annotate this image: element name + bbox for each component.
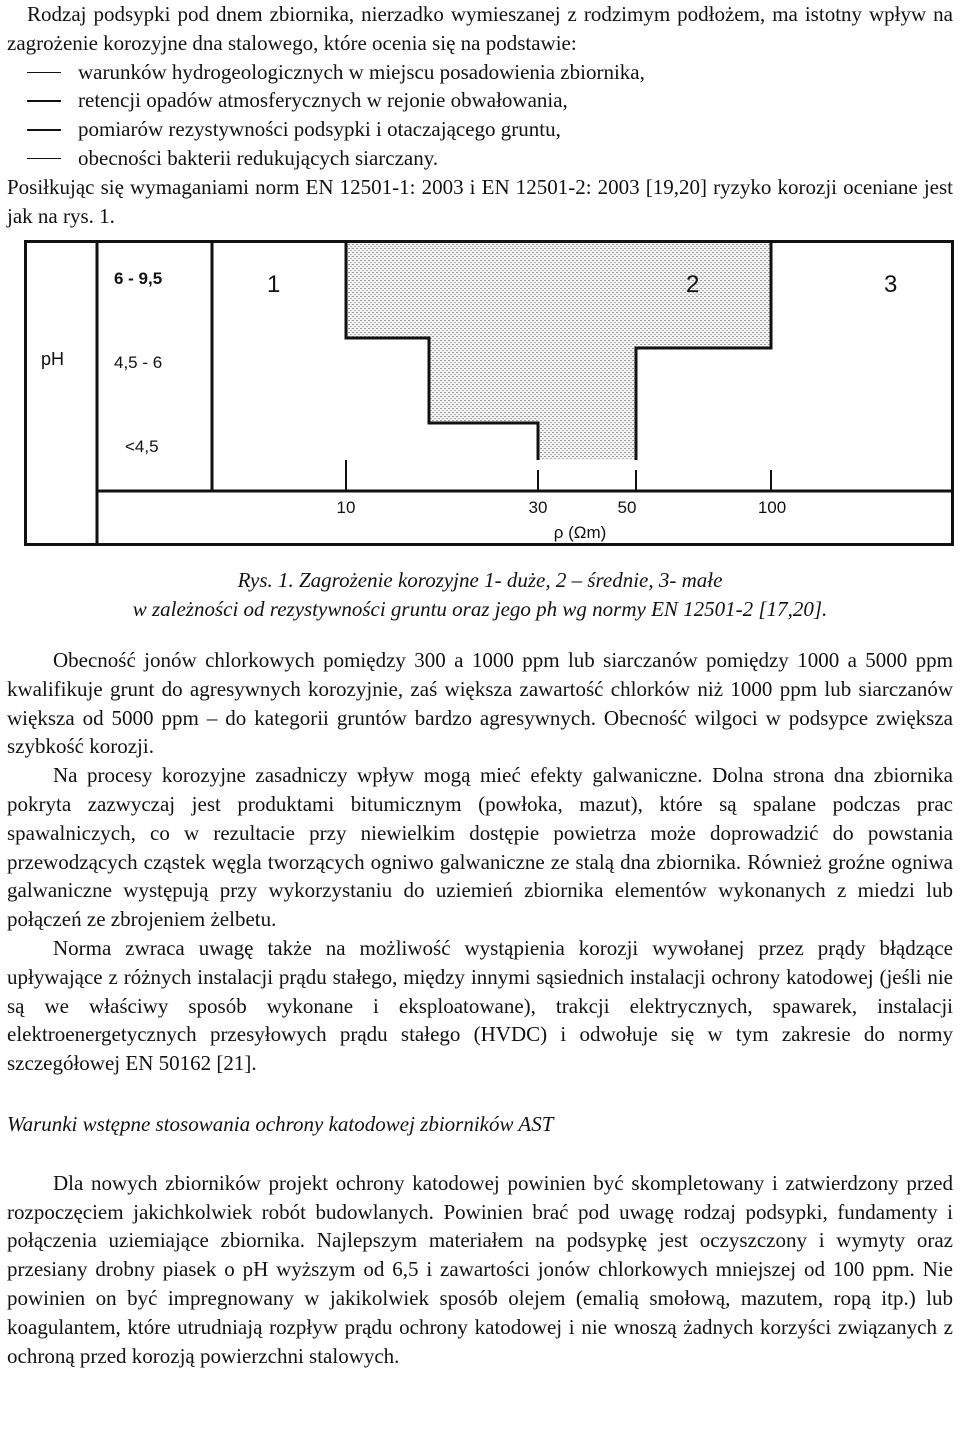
caption-line: w zależności od rezystywności gruntu oraz jego ph wg normy EN 12501-2 [17,20]. [132,597,828,622]
corrosion-risk-figure [24,240,954,546]
criteria-list [7,58,953,173]
list-item: pomiarów rezystywności podsypki i otaczającego gruntu, [7,115,953,144]
zone-label-3: 3 [884,271,898,299]
x-tick-label: 100 [757,498,787,518]
caption-line: Rys. 1. Zagrożenie korozyjne 1- duże, 2 – średnie, 3- małe [237,568,723,593]
body-paragraph: Norma zwraca uwagę także na możliwość wystąpienia korozji wywołanej przez prądy błądzące upływające z różnych instalacji prądu stałego, między innymi sąsiednich instalacji ochrony katodowej (jeśli nie są we właściwy sposób wykonane i eksploatowane), trakcji elektrycznych, spawarek, instalacji elektroenergetycznych przesyłowych prądu stałego (HVDC) i odwołuje się w tym zakresie do normy szczegółowej EN 50162 [21]. [7,935,953,1076]
body-paragraph: Obecność jonów chlorkowych pomiędzy 300 a 1000 ppm lub siarczanów pomiędzy 1000 a 5000 ppm kwalifikuje grunt do agresywnych korozyjnie, zaś większa zawartość chlorków niż 1000 ppm lub siarczanów większa od 5000 ppm – do kategorii gruntów bardzo agresywnych. Obecność wilgoci w podsypce zwiększa szybkość korozji. [7,647,953,759]
x-tick-label: 30 [528,498,548,518]
body-paragraph: Na procesy korozyjne zasadniczy wpływ mogą mieć efekty galwaniczne. Dolna strona dna zbiornika pokryta zazwyczaj jest produktami bitumicznym (powłoka, mazut), które są spalane podczas prac spawalniczych, co w rezultacie przy niewielkim dostępie powietrza może doprowadzić do powstania przewodzących cząstek węgla tworzących ogniwo galwaniczne ze stalą dna zbiornika. Również groźne ogniwa galwaniczne występują przy wykorzystaniu do uziemień zbiornika elementów wykonanych z miedzi lub połączeń ze zbrojeniem żelbetu. [7,763,953,932]
list-item: warunków hydrogeologicznych w miejscu posadowienia zbiornika, [7,58,953,87]
section-heading: Warunki wstępne stosowania ochrony katodowej zbiorników AST [7,1111,554,1136]
figure-caption [7,566,953,624]
list-item: obecności bakterii redukujących siarczany. [7,144,953,173]
row-label: 4,5 - 6 [114,353,163,373]
intro-paragraph: Rodzaj podsypki pod dnem zbiornika, nierzadko wymieszanej z rodzimym podłożem, ma istotny wpływ na zagrożenie korozyjne dna stalowego, które ocenia się na podstawie: [7,2,953,55]
row-label: <4,5 [125,437,159,457]
body-paragraph: Dla nowych zbiorników projekt ochrony katodowej powinien być skompletowany i zatwierdzony przed rozpoczęciem jakichkolwiek robót budowlanych. Powinien brać pod uwagę rodzaj podsypki, fundamenty i połączenia uziemiające zbiornika. Najlepszym materiałem na podsypkę jest oczyszczony i wymyty oraz przesiany drobny piasek o pH wyższym od 6,5 i zawartości jonów chlorkowych mniejszej od 100 ppm. Nie powinien on być impregnowany w jakikolwiek sposób olejem (emalią smołową, mazutem, ropą itp.) lub koagulantem, które utrudniają rozpływ prądu ochrony katodowej i nie wnoszą żadnych korzyści związanych z ochroną przed korozją powierzchni stalowych. [7,1170,953,1368]
intro-tail-paragraph: Posiłkując się wymaganiami norm EN 12501-1: 2003 i EN 12501-2: 2003 [19,20] ryzyko korozji oceniane jest jak na rys. 1. [7,174,953,228]
zone-label-1: 1 [267,271,281,299]
x-axis-title: ρ (Ωm) [553,523,607,543]
row-label: 6 - 9,5 [114,269,163,289]
y-axis-title: pH [41,349,65,370]
x-tick-label: 10 [336,498,356,518]
zone-label-2: 2 [686,271,700,299]
corrosion-risk-diagram [24,240,954,546]
list-item: retencji opadów atmosferycznych w rejonie obwałowania, [7,86,953,115]
x-tick-label: 50 [617,498,637,518]
